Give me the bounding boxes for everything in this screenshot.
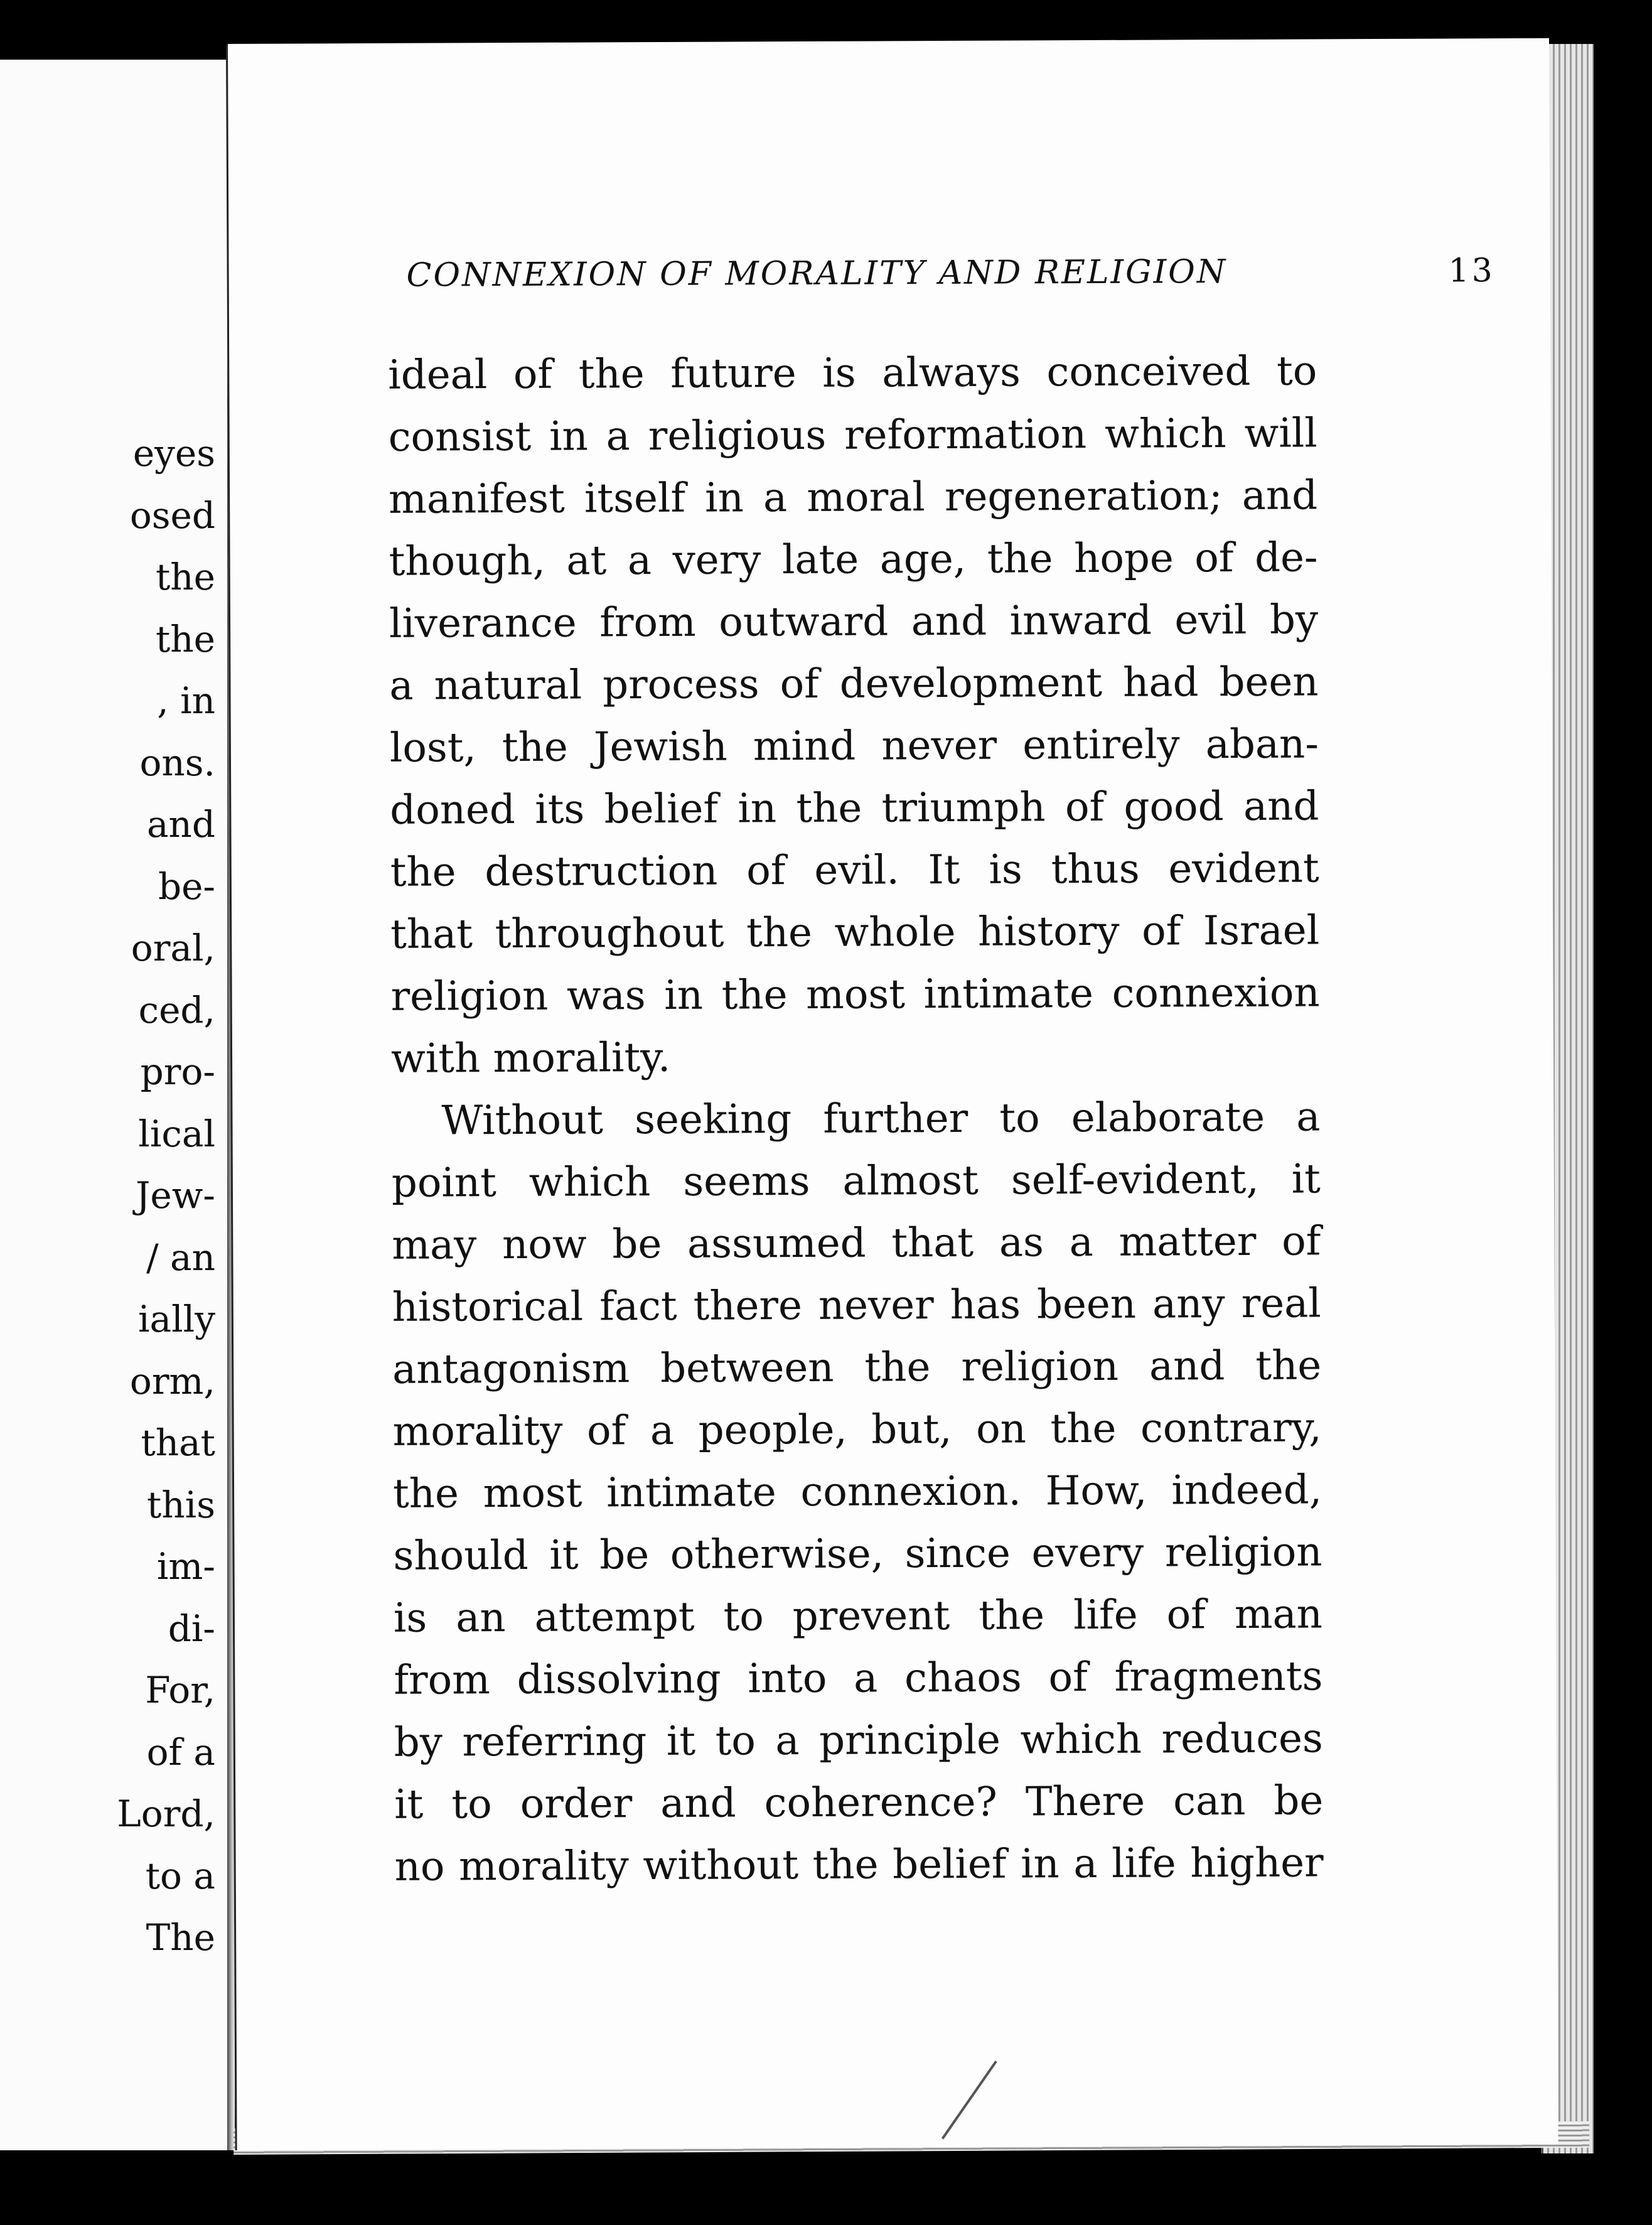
text-line: point which seems almost self-evident, it xyxy=(391,1156,1321,1207)
text-line: the most intimate connexion. How, indeed, xyxy=(392,1467,1322,1517)
text-line: the destruction of evil. It is thus evident xyxy=(390,845,1319,896)
page-number: 13 xyxy=(1448,252,1495,290)
left-page-text xyxy=(2,423,215,1969)
left-line: and xyxy=(146,803,215,846)
text-line: doned its belief in the triumph of good and xyxy=(390,783,1319,834)
running-head-title: CONNEXION OF MORALITY AND RELIGION xyxy=(406,253,1228,294)
left-line: osed xyxy=(129,493,215,537)
text-line: a natural process of development had been xyxy=(389,659,1319,709)
text-line: it to order and coherence? There can be xyxy=(394,1777,1324,1828)
right-page xyxy=(226,38,1558,2150)
text-line: should it be otherwise, since every religion xyxy=(393,1529,1322,1580)
text-line: manifest itself in a moral regeneration; and xyxy=(389,472,1318,523)
left-line: be- xyxy=(158,865,215,908)
left-line: eyes xyxy=(132,432,215,475)
text-line: morality of a people, but, on the contrary, xyxy=(392,1404,1322,1455)
text-line: that throughout the whole history of Israel xyxy=(390,907,1320,958)
left-page xyxy=(0,60,231,2150)
left-line: to a xyxy=(145,1854,215,1897)
left-line: di- xyxy=(168,1607,215,1650)
left-line: ced, xyxy=(138,988,215,1032)
text-line: liverance from outward and inward evil by xyxy=(389,596,1319,647)
left-line: the xyxy=(156,617,215,660)
left-line: the xyxy=(156,556,215,598)
text-line: religion was in the most intimate connexion xyxy=(390,969,1320,1020)
left-line: oral, xyxy=(131,927,215,969)
text-line: no morality without the belief in a life higher xyxy=(394,1840,1324,1890)
paragraph-start-line: Without seeking further to elaborate a xyxy=(441,1094,1321,1145)
text-line: consist in a religious reformation which will xyxy=(388,410,1317,461)
text-line: may now be assumed that as a matter of xyxy=(392,1218,1321,1269)
text-line: from dissolving into a chaos of fragments xyxy=(394,1653,1323,1704)
text-line: ideal of the future is always conceived to xyxy=(388,348,1317,399)
text-line: though, at a very late age, the hope of de- xyxy=(389,534,1318,585)
left-line: Jew- xyxy=(136,1174,215,1217)
running-head xyxy=(406,252,1542,294)
left-line: pro- xyxy=(140,1050,215,1093)
body-text xyxy=(388,340,1324,1898)
left-line: ially xyxy=(138,1298,215,1340)
left-line: ons. xyxy=(139,741,215,784)
left-line: that xyxy=(141,1421,215,1464)
text-line: is an attempt to prevent the life of man xyxy=(393,1591,1323,1642)
text-line: lost, the Jewish mind never entirely aban- xyxy=(389,721,1319,772)
left-line: / an xyxy=(146,1236,215,1279)
left-line: of a xyxy=(146,1730,215,1774)
left-line: this xyxy=(147,1483,215,1526)
text-line: by referring it to a principle which reduces xyxy=(394,1715,1323,1766)
left-line: , in xyxy=(157,679,215,722)
left-line: Lord, xyxy=(117,1792,215,1835)
left-line: lical xyxy=(138,1112,215,1155)
left-line: For, xyxy=(145,1669,215,1711)
text-line: with morality. xyxy=(390,1034,671,1082)
left-line: orm, xyxy=(129,1359,215,1403)
left-line: The xyxy=(146,1916,215,1959)
left-line: im- xyxy=(156,1545,215,1588)
text-line: historical fact there never has been any real xyxy=(392,1280,1321,1331)
pencil-mark xyxy=(941,2061,997,2140)
text-line: antagonism between the religion and the xyxy=(392,1342,1322,1393)
